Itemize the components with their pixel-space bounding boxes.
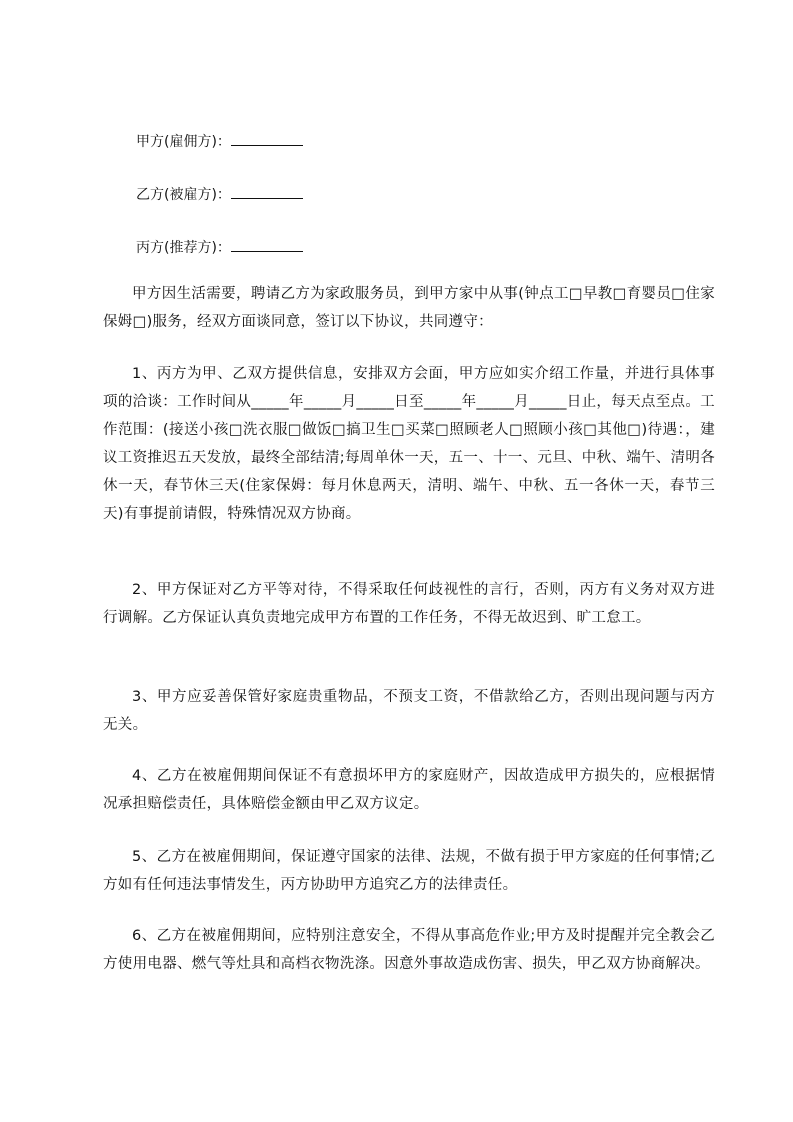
party-b-label: 乙方(被雇方)： bbox=[136, 187, 231, 203]
clause-5: 5、乙方在被雇佣期间，保证遵守国家的法律、法规，不做有损于甲方家庭的任何事情;乙方如有任何违法事情发生，丙方协助甲方追究乙方的法律责任。 bbox=[103, 849, 715, 893]
party-c-blank bbox=[231, 237, 303, 252]
party-a-label: 甲方(雇佣方)： bbox=[136, 134, 231, 150]
clause-4: 4、乙方在被雇佣期间保证不有意损坏甲方的家庭财产，因故造成甲方损失的，应根据情况承担赔偿责任，具体赔偿金额由甲乙双方议定。 bbox=[103, 768, 715, 812]
clause-2: 2、甲方保证对乙方平等对待，不得采取任何歧视性的言行，否则，丙方有义务对双方进行调解。乙方保证认真负责地完成甲方布置的工作任务，不得无故迟到、旷工怠工。 bbox=[103, 582, 715, 626]
intro-paragraph: 甲方因生活需要，聘请乙方为家政服务员，到甲方家中从事(钟点工□早教□育婴员□住家保姆□)服务，经双方面谈同意，签订以下协议，共同遵守： bbox=[103, 286, 715, 330]
party-b-line bbox=[136, 184, 303, 205]
party-a-blank bbox=[231, 131, 303, 146]
clause-3: 3、甲方应妥善保管好家庭贵重物品，不预支工资，不借款给乙方，否则出现问题与丙方无关。 bbox=[103, 689, 715, 733]
party-c-label: 丙方(推荐方)： bbox=[136, 240, 231, 256]
clause-6: 6、乙方在被雇佣期间，应特别注意安全，不得从事高危作业;甲方及时提醒并完全教会乙方使用电器、燃气等灶具和高档衣物洗涤。因意外事故造成伤害、损失，甲乙双方协商解决。 bbox=[103, 928, 715, 972]
clause-1: 1、丙方为甲、乙双方提供信息，安排双方会面，甲方应如实介绍工作量，并进行具体事项的洽谈：工作时间从_____年_____月_____日至_____年_____月_____日止，每天点至点。工作范围：(接送小孩□洗衣服□做饭□搞卫生□买菜□照顾老人□照顾小孩□其他□)待遇：，建议工资推迟五天发放，最终全部结清;每周单休一天，五一、十一、元旦、中秋、端午、清明各休一天，春节休三天(住家保姆：每月休息两天，清明、端午、中秋、五一各休一天，春节三天)有事提前请假，特殊情况双方协商。 bbox=[103, 366, 715, 522]
party-a-line bbox=[136, 131, 303, 152]
party-b-blank bbox=[231, 184, 303, 199]
party-c-line bbox=[136, 237, 303, 258]
